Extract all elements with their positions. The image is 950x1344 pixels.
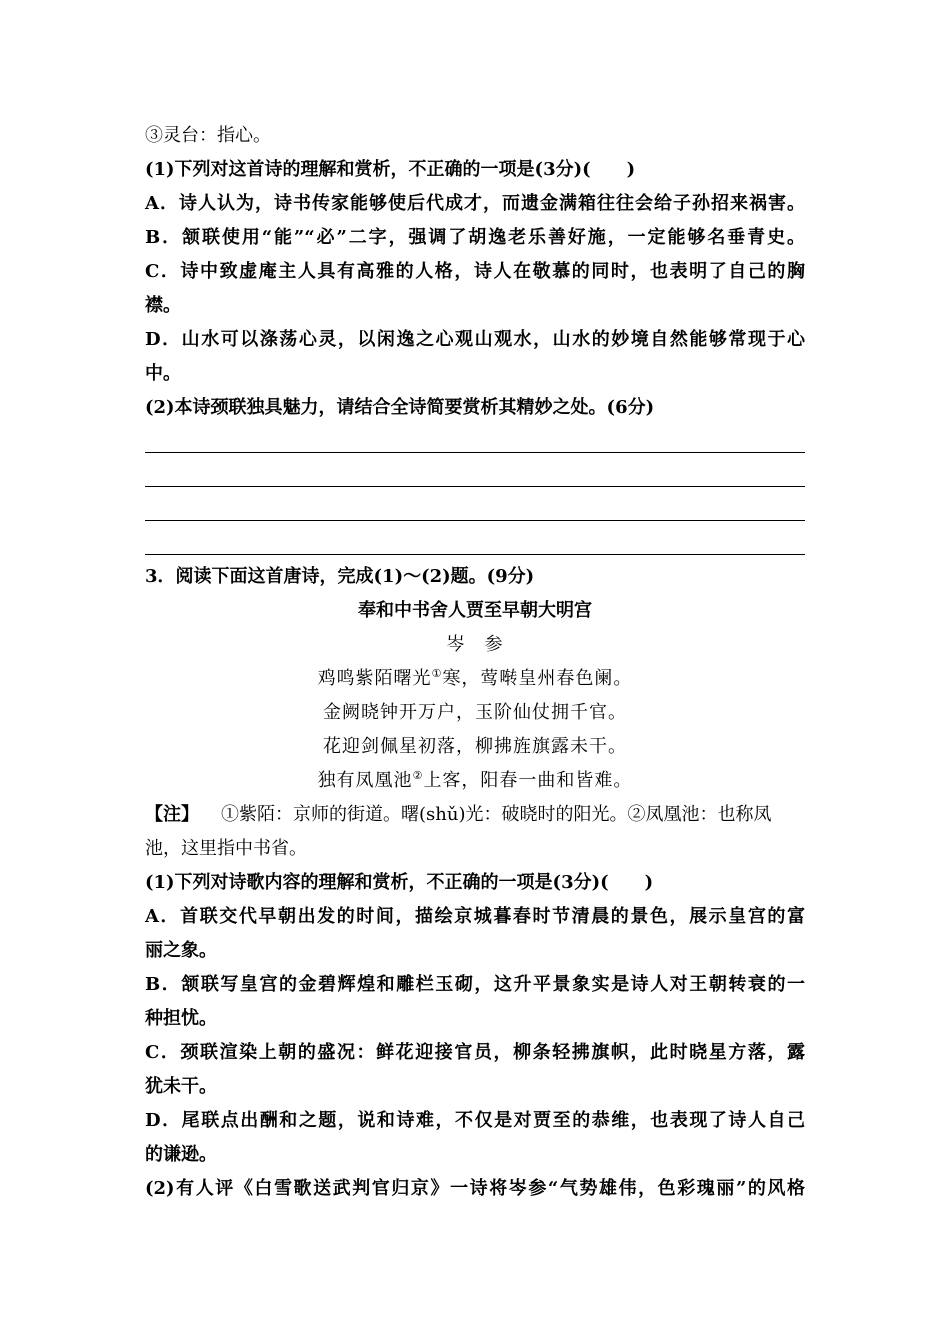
notes-label: 【注】 — [145, 804, 199, 825]
question-3-stem: 3．阅读下面这首唐诗，完成(1)～(2)题。(9分) — [145, 566, 535, 587]
answer-line-3[interactable] — [145, 493, 805, 527]
question-2-stem: (2)本诗颈联独具魅力，请结合全诗简要赏析其精妙之处。(6分) — [145, 397, 655, 418]
option-c-line1: C．诗中致虚庵主人具有高雅的人格，诗人在敬慕的同时，也表明了自己的胸 — [145, 261, 805, 282]
poem-title: 奉和中书舍人贾至早朝大明宫 — [358, 600, 592, 621]
poem-line-1-part-a: 鸡鸣紫陌曙光 — [317, 668, 432, 689]
poem-line-3: 花迎剑佩星初落，柳拂旌旗露未干。 — [323, 736, 627, 757]
option-3d-line1: D．尾联点出酬和之题，说和诗难，不仅是对贾至的恭维，也表现了诗人自己 — [145, 1110, 805, 1131]
section-poem1-questions — [145, 119, 805, 561]
option-d-line2: 中。 — [145, 363, 181, 384]
notes-line-2: 池，这里指中书省。 — [145, 838, 307, 859]
option-3d-line2: 的谦逊。 — [145, 1144, 217, 1165]
question-1-stem: (1)下列对这首诗的理解和赏析，不正确的一项是(3分)( ) — [145, 159, 636, 180]
option-3a-line2: 丽之象。 — [145, 940, 217, 961]
poem-line-2: 金阙晓钟开万户，玉阶仙仗拥千官。 — [323, 702, 627, 723]
answer-line-1[interactable] — [145, 425, 805, 459]
option-3b-line1: B．颔联写皇宫的金碧辉煌和雕栏玉砌，这升平景象实是诗人对王朝转衰的一 — [145, 974, 805, 995]
poem-author: 岑 参 — [446, 634, 504, 655]
option-c-line2: 襟。 — [145, 295, 181, 316]
question-3-2-stem: (2)有人评《白雪歌送武判官归京》一诗将岑参“气势雄伟，色彩瑰丽”的风格 — [145, 1178, 805, 1199]
note-marker-1: ① — [431, 667, 443, 680]
poem-line-4-part-a: 独有凤凰池 — [317, 770, 413, 791]
poem-line-1-part-b: 寒，莺啭皇州春色阑。 — [442, 668, 633, 689]
poem-line-1 — [145, 662, 805, 696]
option-b: B．颔联使用“能”“必”二字，强调了胡逸老乐善好施，一定能够名垂青史。 — [145, 227, 805, 248]
option-3b-line2: 种担忧。 — [145, 1008, 217, 1029]
option-a: A．诗人认为，诗书传家能够使后代成才，而遗金满箱往往会给子孙招来祸害。 — [145, 193, 805, 214]
option-d-line1: D．山水可以涤荡心灵，以闲逸之心观山观水，山水的妙境自然能够常现于心 — [145, 329, 805, 350]
note-marker-2: ② — [412, 769, 424, 782]
answer-line-2[interactable] — [145, 459, 805, 493]
option-3c-line2: 犹未干。 — [145, 1076, 217, 1097]
option-3c-line1: C．颈联渲染上朝的盛况：鲜花迎接官员，柳条轻拂旗帜，此时晓星方落，露 — [145, 1042, 805, 1063]
poem-line-4-part-b: 上客，阳春一曲和皆难。 — [423, 770, 633, 791]
notes-line-1 — [145, 798, 805, 832]
poem-line-4 — [145, 764, 805, 798]
notes-text-1: ①紫陌：京师的街道。曙(shǔ)光：破晓时的阳光。②凤凰池：也称凤 — [221, 804, 772, 825]
option-3a-line1: A．首联交代早朝出发的时间，描绘京城暮春时节清晨的景色，展示皇宫的富 — [145, 906, 805, 927]
question-3-1-stem: (1)下列对诗歌内容的理解和赏析，不正确的一项是(3分)( ) — [145, 872, 654, 893]
answer-line-4[interactable] — [145, 527, 805, 561]
footnote-3: ③灵台：指心。 — [145, 125, 271, 146]
section-question-3 — [145, 560, 805, 1206]
